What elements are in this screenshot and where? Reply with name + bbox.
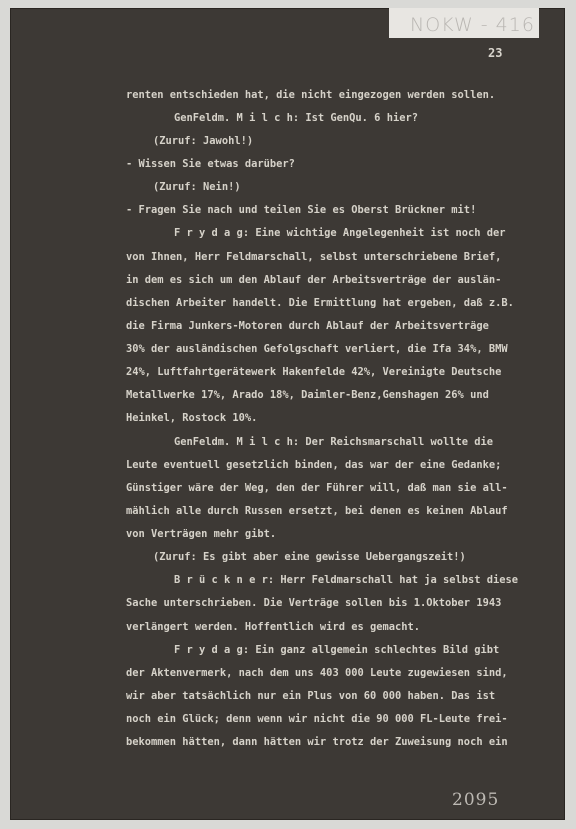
document-page bbox=[10, 8, 565, 820]
text-line: renten entschieden hat, die nicht eingezogen werden sollen. bbox=[126, 89, 496, 101]
page-number: 23 bbox=[488, 46, 503, 60]
archive-stamp: NOKW - 416 bbox=[410, 14, 535, 36]
text-line: wir aber tatsächlich nur ein Plus von 60 000 haben. Das ist bbox=[126, 690, 496, 702]
text-line: Günstiger wäre der Weg, den der Führer will, daß man sie all- bbox=[126, 482, 508, 494]
text-line: Heinkel, Rostock 10%. bbox=[126, 412, 258, 424]
text-line: GenFeldm. M i l c h: Ist GenQu. 6 hier? bbox=[174, 112, 418, 124]
text-line: Sache unterschrieben. Die Verträge sollen bis 1.Oktober 1943 bbox=[126, 597, 502, 609]
text-line: (Zuruf: Jawohl!) bbox=[153, 135, 254, 147]
text-line: GenFeldm. M i l c h: Der Reichsmarschall wollte die bbox=[174, 436, 494, 448]
text-line: F r y d a g: Ein ganz allgemein schlechtes Bild gibt bbox=[174, 644, 500, 656]
text-line: in dem es sich um den Ablauf der Arbeitsverträge der auslän- bbox=[126, 274, 502, 286]
text-line: Leute eventuell gesetzlich binden, das war der eine Gedanke; bbox=[126, 459, 502, 471]
text-line: (Zuruf: Nein!) bbox=[153, 181, 241, 193]
text-line: 24%, Luftfahrtgerätewerk Hakenfelde 42%, Vereinigte Deutsche bbox=[126, 366, 502, 378]
text-line: - Fragen Sie nach und teilen Sie es Oberst Brückner mit! bbox=[126, 204, 477, 216]
text-line: mählich alle durch Russen ersetzt, bei denen es keinen Ablauf bbox=[126, 505, 508, 517]
text-line: der Aktenvermerk, nach dem uns 403 000 Leute zugewiesen sind, bbox=[126, 667, 508, 679]
text-line: - Wissen Sie etwas darüber? bbox=[126, 158, 295, 170]
text-line: noch ein Glück; denn wenn wir nicht die 90 000 FL-Leute frei- bbox=[126, 713, 508, 725]
text-line: bekommen hätten, dann hätten wir trotz der Zuweisung noch ein bbox=[126, 736, 508, 748]
text-line: Metallwerke 17%, Arado 18%, Daimler-Benz,Genshagen 26% und bbox=[126, 389, 489, 401]
text-line: verlängert werden. Hoffentlich wird es gemacht. bbox=[126, 621, 421, 633]
text-line: dischen Arbeiter handelt. Die Ermittlung hat ergeben, daß z.B. bbox=[126, 297, 514, 309]
text-line: F r y d a g: Eine wichtige Angelegenheit ist noch der bbox=[174, 227, 506, 239]
text-line: 30% der ausländischen Gefolgschaft verliert, die Ifa 34%, BMW bbox=[126, 343, 508, 355]
text-line: von Verträgen mehr gibt. bbox=[126, 528, 277, 540]
text-line: die Firma Junkers-Motoren durch Ablauf der Arbeitsverträge bbox=[126, 320, 489, 332]
text-line: B r ü c k n e r: Herr Feldmarschall hat ja selbst diese bbox=[174, 574, 519, 586]
document-number-stamp: 2095 bbox=[452, 790, 500, 810]
text-line: von Ihnen, Herr Feldmarschall, selbst unterschriebene Brief, bbox=[126, 251, 502, 263]
text-line: (Zuruf: Es gibt aber eine gewisse Uebergangszeit!) bbox=[153, 551, 466, 563]
